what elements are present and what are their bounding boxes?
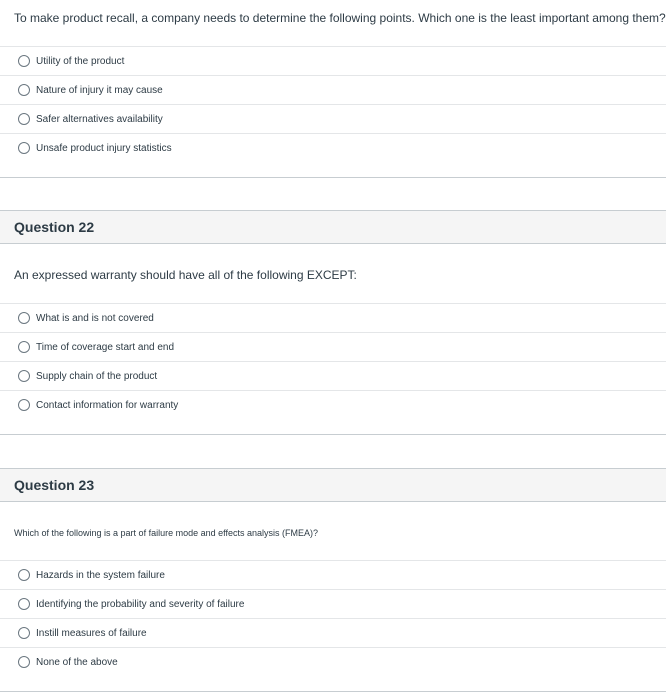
answer-label: Safer alternatives availability: [36, 113, 163, 125]
answer-label: Instill measures of failure: [36, 627, 147, 639]
question-23-header: [0, 468, 666, 502]
question-divider: [0, 691, 666, 692]
radio-button[interactable]: [18, 598, 30, 610]
question-22-answer-4[interactable]: [0, 390, 666, 419]
radio-button[interactable]: [18, 84, 30, 96]
question-22-prompt: An expressed warranty should have all of the following EXCEPT:: [14, 268, 357, 282]
question-23-answer-3[interactable]: [0, 618, 666, 647]
answer-label: Unsafe product injury statistics: [36, 142, 172, 154]
question-23-prompt: Which of the following is a part of failure mode and effects analysis (FMEA)?: [14, 528, 318, 538]
question-21-prompt: To make product recall, a company needs to determine the following points. Which one is the least important among them?: [14, 11, 666, 25]
radio-button[interactable]: [18, 142, 30, 154]
question-22-header: [0, 210, 666, 244]
question-23-answer-4[interactable]: [0, 647, 666, 676]
radio-button[interactable]: [18, 312, 30, 324]
radio-button[interactable]: [18, 370, 30, 382]
question-21-answer-2[interactable]: [0, 75, 666, 104]
answer-label: Contact information for warranty: [36, 399, 179, 411]
radio-button[interactable]: [18, 341, 30, 353]
answer-label: None of the above: [36, 656, 118, 668]
question-23-answer-2[interactable]: [0, 589, 666, 618]
question-21-answer-3[interactable]: [0, 104, 666, 133]
question-23-answer-1[interactable]: [0, 560, 666, 589]
radio-button[interactable]: [18, 399, 30, 411]
answer-label: Utility of the product: [36, 55, 125, 67]
question-21-answer-4[interactable]: [0, 133, 666, 162]
question-23-title: Question 23: [14, 477, 95, 493]
radio-button[interactable]: [18, 55, 30, 67]
question-divider: [0, 434, 666, 435]
radio-button[interactable]: [18, 627, 30, 639]
radio-button[interactable]: [18, 569, 30, 581]
question-22-title: Question 22: [14, 219, 95, 235]
answer-label: Nature of injury it may cause: [36, 84, 163, 96]
question-21-answer-1[interactable]: [0, 46, 666, 75]
answer-label: Identifying the probability and severity of failure: [36, 598, 245, 610]
radio-button[interactable]: [18, 113, 30, 125]
answer-label: Time of coverage start and end: [36, 341, 175, 353]
answer-label: What is and is not covered: [36, 312, 154, 324]
question-divider: [0, 177, 666, 178]
question-22-answer-1[interactable]: [0, 303, 666, 332]
answer-label: Supply chain of the product: [36, 370, 158, 382]
question-22-answer-3[interactable]: [0, 361, 666, 390]
question-22-answer-2[interactable]: [0, 332, 666, 361]
answer-label: Hazards in the system failure: [36, 569, 165, 581]
radio-button[interactable]: [18, 656, 30, 668]
